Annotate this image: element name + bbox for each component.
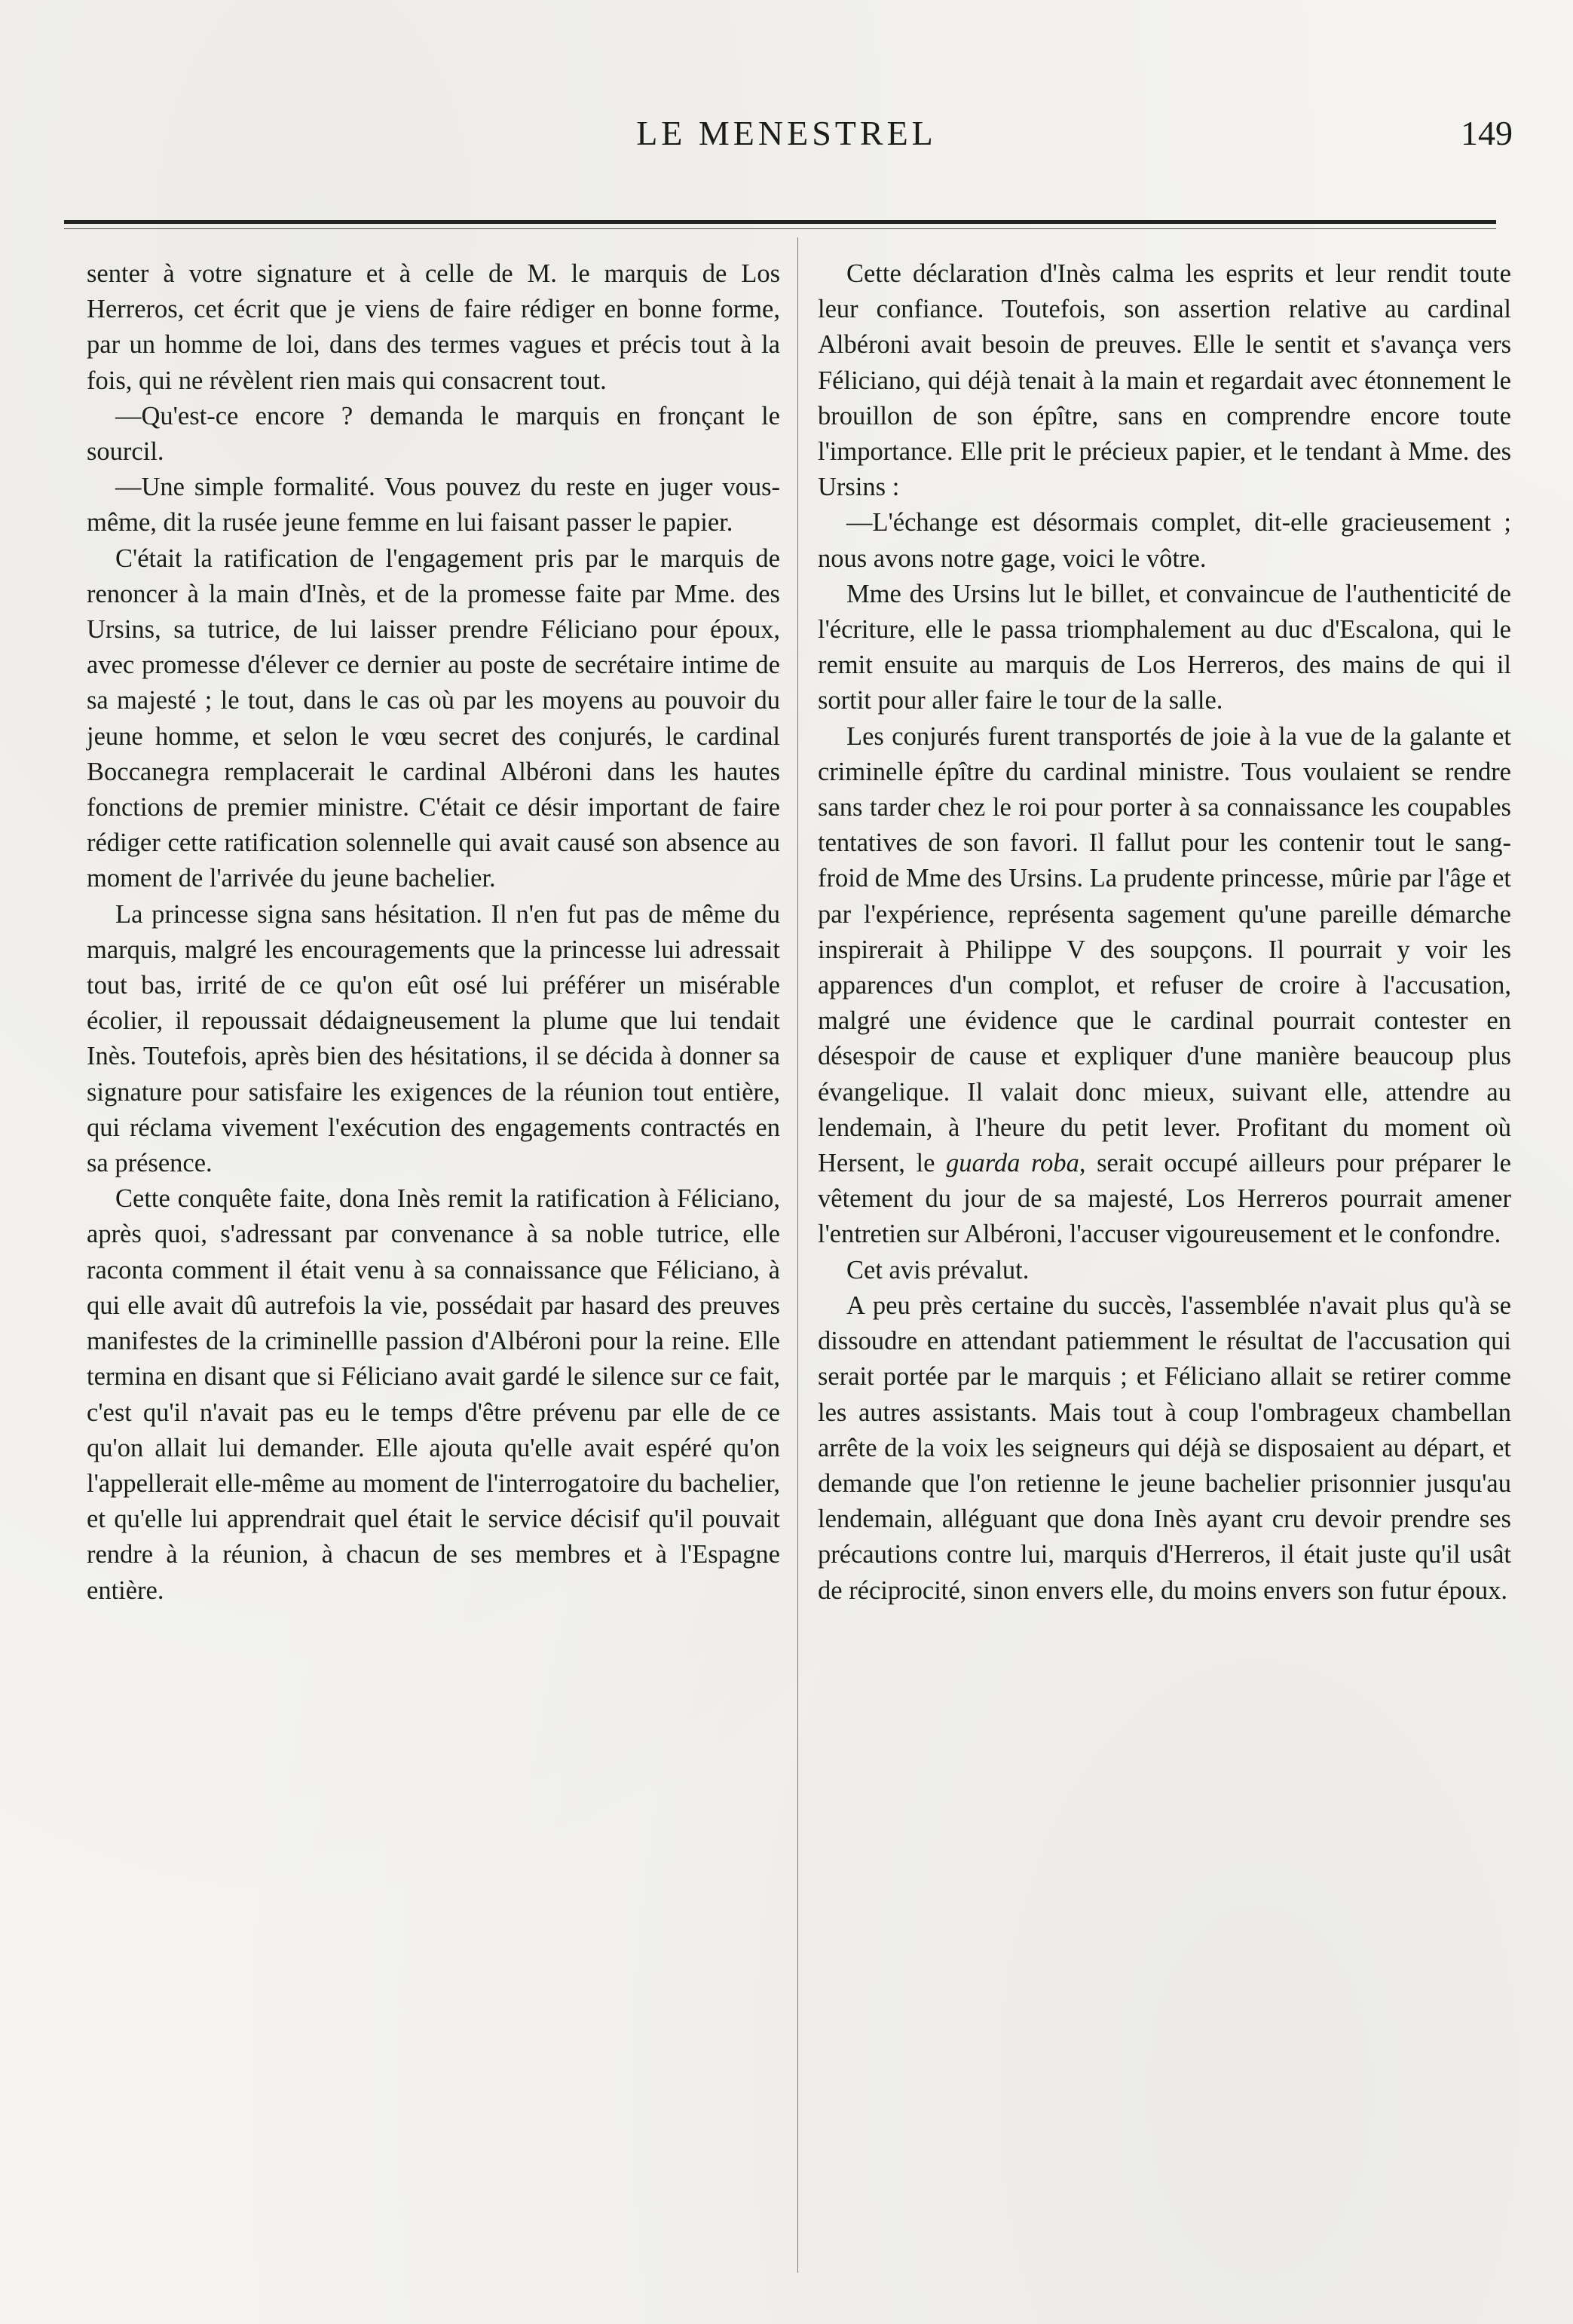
right-paragraph-4 <box>818 719 1511 1253</box>
right-paragraph-1: Cette déclaration d'Inès calma les esprits et leur rendit toute leur confiance. Toutefois, son assertion relative au cardinal Albéroni avait besoin de preuves. Elle le sentit et s'avança vers Féliciano, qui déjà tenait à la main et regardait avec étonnement le brouillon de son épître, sans en comprendre encore toute l'importance. Elle prit le précieux papier, et le tendant à Mme. des Ursins : <box>818 259 1511 502</box>
publication-title: LE MENESTREL <box>636 114 937 152</box>
column-separator <box>797 237 798 2273</box>
left-paragraph-1: senter à votre signature et à celle de M. le marquis de Los Herreros, cet écrit que je viens de faire rédiger en bonne forme, par un homme de loi, dans des termes vagues et précis tout à la fois, qui ne révèlent rien mais qui consacrent tout. <box>87 259 780 395</box>
right-column <box>818 256 1511 1609</box>
page-number: 149 <box>1461 114 1513 152</box>
right-paragraph-5: Cet avis prévalut. <box>846 1255 1030 1284</box>
right-paragraph-3: Mme des Ursins lut le billet, et convaincue de l'authenticité de l'écriture, elle le passa triomphalement au duc d'Escalona, qui le remit ensuite au marquis de Los Herreros, des mains de qui il sortit pour aller faire le tour de la salle. <box>818 579 1511 715</box>
right-paragraph-4-continued: serait occupé ailleurs pour préparer le vêtement du jour de sa majesté, Los Herreros pourrait amener l'entretien sur Albéroni, l'accuser vigoureusement et le confondre. <box>818 1149 1511 1249</box>
right-paragraph-4-text: Les conjurés furent transportés de joie à la vue de la galante et criminelle épître du cardinal ministre. Tous voulaient se rendre sans tarder chez le roi pour porter à sa connaissance les coupables tentatives de son favori. Il fallut pour les contenir tout le sang-froid de Mme des Ursins. La prudente princesse, mûrie par l'âge et par l'expérience, représenta sagement qu'une pareille démarche inspirerait à Philippe V des soupçons. Il pourrait y voir les apparences d'un complot, et refuser de croire à l'accusation, malgré une évidence que le cardinal pourrait contester en désespoir de cause et expliquer d'une manière beaucoup plus évangelique. Il valait donc mieux, suivant elle, attendre au lendemain, à l'heure du petit lever. Profitant du moment où Hersent, le <box>818 721 1511 1178</box>
header-rule <box>64 220 1496 224</box>
left-paragraph-3: —Une simple formalité. Vous pouvez du reste en juger vous-même, dit la rusée jeune femme en lui faisant passer le papier. <box>87 473 780 537</box>
header-rule-thin <box>64 228 1496 229</box>
right-paragraph-6: A peu près certaine du succès, l'assemblée n'avait plus qu'à se dissoudre en attendant patiemment le résultat de l'accusation qui serait portée par le marquis ; et Féliciano allait se retirer comme les autres assistants. Mais tout à coup l'ombrageux chambellan arrête de la voix les seigneurs qui déjà se disposaient au départ, et demande que l'on retienne le jeune bachelier prisonnier jusqu'au lendemain, alléguant que dona Inès ayant cru devoir prendre ses précautions contre lui, marquis d'Herreros, il était juste qu'il usât de réciprocité, sinon envers elle, du moins envers son futur époux. <box>818 1291 1511 1605</box>
right-paragraph-2: —L'échange est désormais complet, dit-elle gracieusement ; nous avons notre gage, voici le vôtre. <box>818 508 1511 573</box>
page-header <box>0 113 1573 173</box>
left-paragraph-5: La princesse signa sans hésitation. Il n'en fut pas de même du marquis, malgré les encouragements que la princesse lui adressait tout bas, irrité de ce qu'on eût osé lui préférer un misérable écolier, il repoussait dédaigneusement la plume que lui tendait Inès. Toutefois, après bien des hésitations, il se décida à donner sa signature pour satisfaire les exigences de la réunion tout entière, qui réclama vivement l'exécution des engagements contractés en sa présence. <box>87 899 780 1178</box>
left-paragraph-6: Cette conquête faite, dona Inès remit la ratification à Féliciano, après quoi, s'adressant par convenance à sa noble tutrice, elle raconta comment il était venu à sa connaissance que Féliciano, à qui elle avait dû autrefois la vie, possédait par hasard des preuves manifestes de la criminellle passion d'Albéroni pour la reine. Elle termina en disant que si Féliciano avait gardé le silence sur ce fait, c'est qu'il n'avait pas eu le temps d'être prévenu par elle de ce qu'on allait lui demander. Elle ajouta qu'elle avait espéré qu'on l'appellerait elle-même au moment de l'interrogatoire du bachelier, et qu'elle lui apprendrait quel était le service décisif qu'il pouvait rendre à la réunion, à chacun de ses membres et à l'Espagne entière. <box>87 1184 780 1605</box>
italic-term: guarda roba, <box>946 1149 1086 1178</box>
left-paragraph-2: —Qu'est-ce encore ? demanda le marquis en fronçant le sourcil. <box>87 401 780 467</box>
left-column <box>87 256 780 1609</box>
left-paragraph-4: C'était la ratification de l'engagement pris par le marquis de renoncer à la main d'Inès, et de la promesse faite par Mme. des Ursins, sa tutrice, de lui laisser prendre Féliciano pour époux, avec promesse d'élever ce dernier au poste de secrétaire intime de sa majesté ; le tout, dans le cas où par les moyens au pouvoir du jeune homme, et selon le vœu secret des conjurés, le cardinal Boccanegra remplacerait le cardinal Albéroni dans les hautes fonctions de premier ministre. C'était ce désir important de faire rédiger cette ratification solennelle qui avait causé son absence au moment de l'arrivée du jeune bachelier. <box>87 543 780 893</box>
